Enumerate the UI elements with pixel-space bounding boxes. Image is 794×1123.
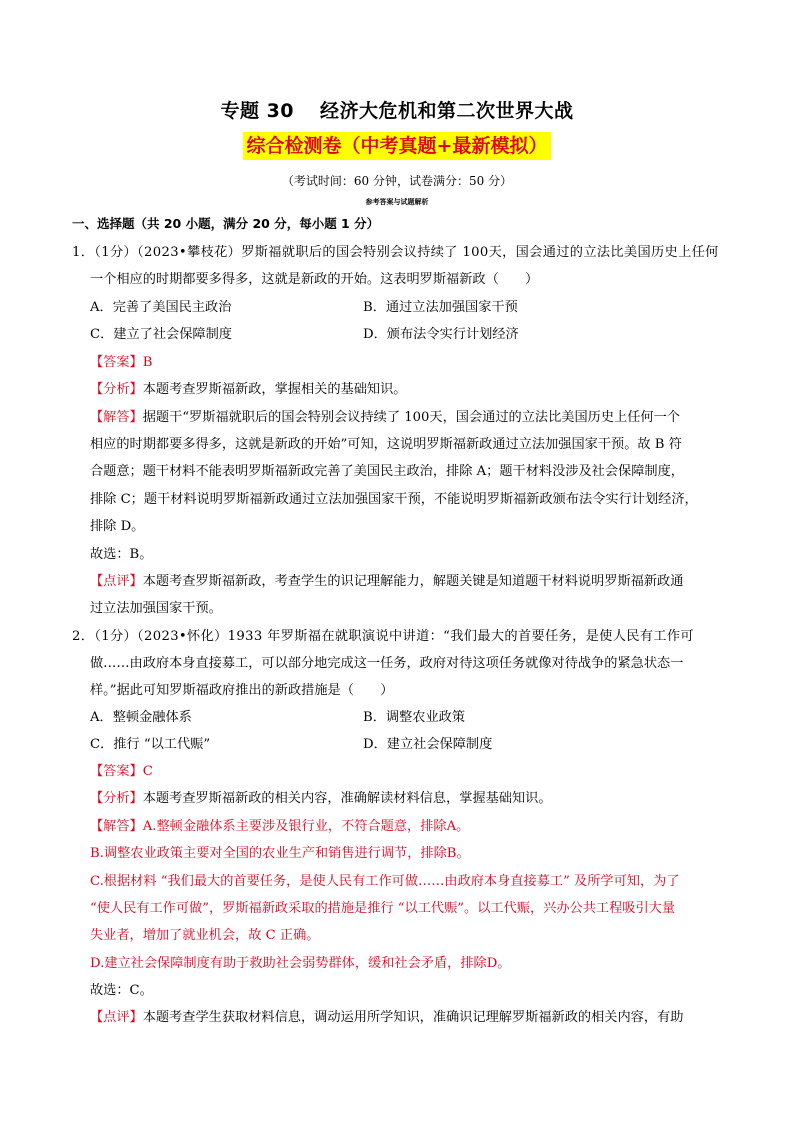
q1-analysis-text: 本题考查罗斯福新政，掌握相关的基础知识。 (142, 382, 407, 397)
q2-stem-line-1: 2．（1分）（2023•怀化）1933 年罗斯福在就职演说中讲道：“我们最大的首要任务，是使人民有工作可 (72, 629, 694, 644)
analysis-tag: 【分析】 (90, 791, 143, 806)
analysis-tag: 【分析】 (90, 382, 143, 397)
q2-solution-line-3: C.根据材料 “我们最大的首要任务，是使人民有工作可做……由政府本身直接募工” 及所学可知，为了 (90, 874, 680, 889)
q2-conclusion: 故选：C。 (90, 983, 153, 998)
solution-tag: 【解答】 (90, 819, 143, 834)
q1-option-c: C．建立了社会保障制度 (90, 327, 232, 342)
answer-section-heading: 参考答案与试题解析 (365, 198, 429, 206)
q1-solution-line-5: 排除 D。 (90, 519, 145, 534)
exam-time-info: （考试时间：60 分钟，试卷满分：50 分） (281, 174, 513, 188)
title-topic-number: 专题 30 (220, 100, 295, 122)
solution-tag: 【解答】 (90, 410, 143, 425)
q1-solution-text-1: 据题干“罗斯福就职后的国会特别会议持续了 100天，国会通过的立法比美国历史上任何一个 (142, 410, 680, 425)
title-topic-name: 经济大危机和第二次世界大战 (320, 100, 574, 122)
q2-option-d: D．建立社会保障制度 (363, 737, 493, 752)
q2-solution-text-1: A.整顿金融体系主要涉及银行业，不符合题意，排除A。 (142, 819, 470, 834)
answer-tag: 【答案】 (90, 764, 143, 779)
q2-comment-text-1: 本题考查学生获取材料信息，调动运用所学知识，准确识记理解罗斯福新政的相关内容，有助 (142, 1010, 684, 1025)
q2-solution-line-5: 失业者，增加了就业机会，故 C 正确。 (90, 928, 320, 943)
q2-stem-line-2: 做……由政府本身直接募工，可以部分地完成这一任务，政府对待这项任务就像对待战争的紧急状态一 (90, 656, 684, 671)
q1-solution-line-1 (90, 409, 680, 427)
q1-answer-value: B (142, 355, 153, 370)
q1-comment-line-1 (90, 573, 683, 591)
q1-solution-line-2: 相应的时期都要多得多，这就是新政的开始”可知，这说明罗斯福新政通过立法加强国家干预。故 B 符 (90, 437, 682, 452)
highlighted-subtitle: 综合检测卷（中考真题+最新模拟） (243, 132, 552, 160)
comment-tag: 【点评】 (90, 1010, 143, 1025)
q2-option-a: A．整顿金融体系 (90, 710, 192, 725)
q2-solution-line-1 (90, 818, 469, 836)
answer-tag: 【答案】 (90, 355, 143, 370)
q2-analysis (90, 790, 552, 808)
q2-answer (90, 763, 153, 781)
q1-solution-line-3: 合题意；题干材料不能表明罗斯福新政完善了美国民主政治，排除 A；题干材料没涉及社会保障制度， (90, 464, 684, 479)
q2-solution-line-6: D.建立社会保障制度有助于救助社会弱势群体，缓和社会矛盾，排除D。 (90, 956, 511, 971)
q2-option-c: C．推行 “以工代赈” (90, 737, 211, 752)
q1-comment-line-2: 过立法加强国家干预。 (90, 601, 222, 616)
q2-analysis-text: 本题考查罗斯福新政的相关内容，准确解读材料信息，掌握基础知识。 (142, 791, 552, 806)
page-title (0, 96, 794, 123)
q1-option-d: D．颁布法令实行计划经济 (363, 327, 519, 342)
q1-option-b: B．通过立法加强国家干预 (363, 300, 518, 315)
comment-tag: 【点评】 (90, 574, 143, 589)
q1-conclusion: 故选：B。 (90, 547, 153, 562)
q2-option-b: B．调整农业政策 (363, 710, 466, 725)
subtitle-row (0, 132, 794, 160)
q2-solution-line-2: B.调整农业政策主要对全国的农业生产和销售进行调节，排除B。 (90, 846, 470, 861)
q1-comment-text-1: 本题考查罗斯福新政，考查学生的识记理解能力，解题关键是知道题干材料说明罗斯福新政通 (142, 574, 684, 589)
q2-solution-line-4: “使人民有工作可做”，罗斯福新政采取的措施是推行 “以工代赈”。以工代赈，兴办公共工程吸引大量 (90, 901, 676, 916)
q2-comment-line-1 (90, 1009, 683, 1027)
q2-stem-line-3: 样。”据此可知罗斯福政府推出的新政措施是（ ） (90, 683, 394, 698)
q2-answer-value: C (142, 764, 153, 779)
q1-stem-line-1: 1．（1分）（2023•攀枝花）罗斯福就职后的国会特别会议持续了 100天，国会通过的立法比美国历史上任何 (72, 245, 719, 260)
q1-answer (90, 354, 152, 372)
q1-stem-line-2: 一个相应的时期都要多得多，这就是新政的开始。这表明罗斯福新政（ ） (90, 272, 539, 287)
q1-solution-line-4: 排除 C；题干材料说明罗斯福新政通过立法加强国家干预，不能说明罗斯福新政颁布法令实行计划经济， (90, 492, 698, 507)
section-heading: 一、选择题（共 20 小题，满分 20 分，每小题 1 分） (72, 216, 380, 231)
q1-analysis (90, 381, 407, 399)
q1-option-a: A．完善了美国民主政治 (90, 300, 232, 315)
